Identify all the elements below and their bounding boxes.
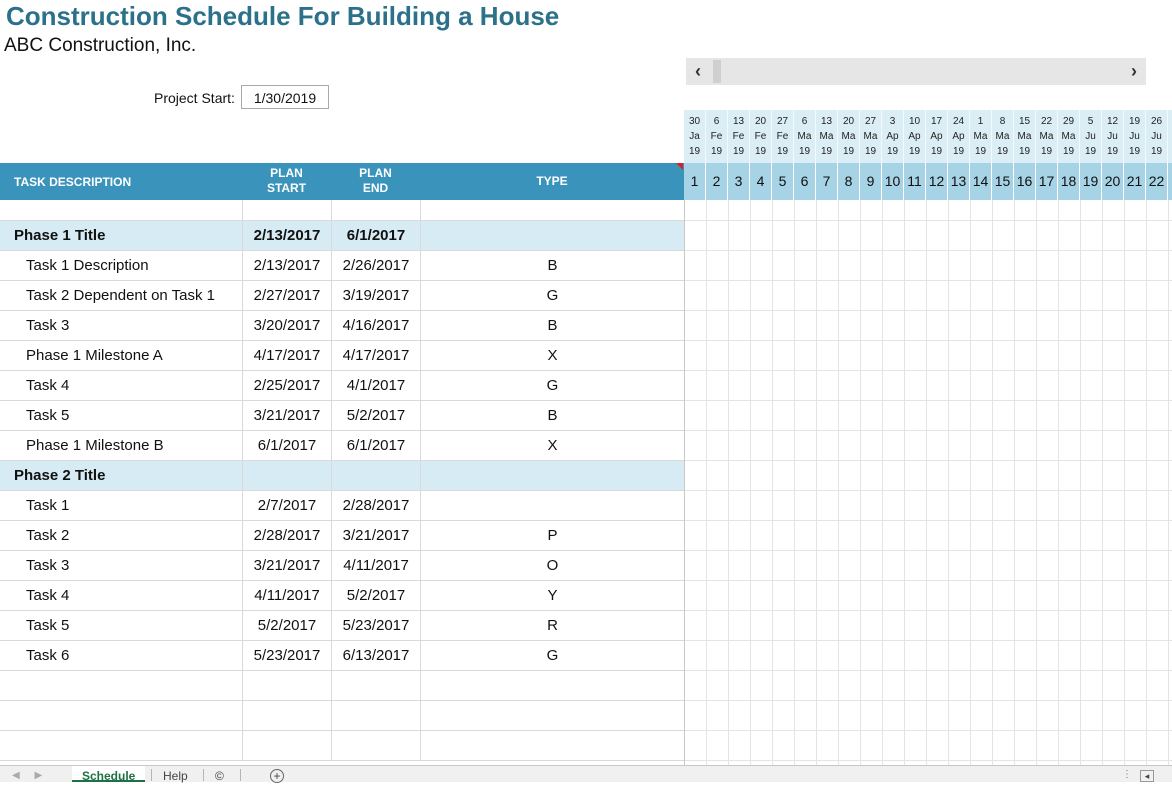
table-row[interactable]: [0, 281, 684, 311]
date-m: Fe: [776, 131, 789, 142]
plan-end-cell[interactable]: [331, 461, 420, 490]
type-cell[interactable]: [420, 491, 684, 520]
date-column-header: [684, 110, 706, 163]
comment-indicator: [676, 163, 683, 170]
day-number: 14: [970, 163, 992, 200]
company-name: ABC Construction, Inc.: [4, 35, 197, 56]
table-row[interactable]: [0, 401, 684, 431]
type-cell[interactable]: X: [420, 431, 684, 460]
plan-start-cell[interactable]: 6/1/2017: [242, 431, 331, 460]
plan-start-cell[interactable]: 5/2/2017: [242, 611, 331, 640]
date-y: 19: [908, 146, 921, 157]
task-description-cell[interactable]: Phase 1 Title: [14, 227, 106, 244]
type-cell[interactable]: [420, 221, 684, 250]
day-number: 3: [728, 163, 750, 200]
task-description-cell[interactable]: Task 1: [26, 497, 70, 514]
plan-end-cell[interactable]: 2/28/2017: [331, 491, 420, 520]
day-number: 7: [816, 163, 838, 200]
date-column-header: [794, 110, 816, 163]
date-d: 6: [713, 116, 720, 127]
gantt-row: [685, 281, 1172, 311]
date-column-header: [1080, 110, 1102, 163]
type-cell[interactable]: G: [420, 281, 684, 310]
gantt-row: [685, 401, 1172, 431]
date-y: 19: [996, 146, 1009, 157]
date-d: 30: [688, 116, 701, 127]
gantt-row: [685, 701, 1172, 731]
day-number: 20: [1102, 163, 1124, 200]
date-m: Ap: [930, 131, 943, 142]
gantt-row: [685, 221, 1172, 251]
task-description-cell[interactable]: Phase 2 Title: [14, 467, 106, 484]
tab-divider: [240, 769, 241, 781]
sheet-nav-arrows[interactable]: ◀ ▶: [12, 770, 49, 781]
timeline-scrollbar[interactable]: [686, 58, 1146, 85]
chevron-left-icon[interactable]: ‹: [695, 61, 701, 81]
date-m: Ju: [1151, 131, 1162, 142]
page-title: Construction Schedule For Building a House: [6, 1, 560, 31]
gantt-row: [685, 731, 1172, 761]
plan-end-cell[interactable]: 2/26/2017: [331, 251, 420, 280]
header-plan-end-line1: PLAN: [359, 166, 392, 180]
gantt-row: [685, 641, 1172, 671]
plan-start-cell[interactable]: 2/13/2017: [242, 251, 331, 280]
type-cell[interactable]: B: [420, 401, 684, 430]
plan-start-cell[interactable]: 2/28/2017: [242, 521, 331, 550]
table-row[interactable]: [0, 200, 684, 221]
tab-schedule[interactable]: Schedule: [72, 766, 145, 782]
plan-end-cell[interactable]: 6/13/2017: [331, 641, 420, 670]
date-y: 19: [864, 146, 877, 157]
date-d: 27: [776, 116, 789, 127]
date-y: 19: [820, 146, 833, 157]
day-number: 21: [1124, 163, 1146, 200]
gantt-row: [685, 521, 1172, 551]
date-y: 19: [974, 146, 987, 157]
tab-divider: [203, 769, 204, 781]
date-column-header: [1014, 110, 1036, 163]
task-description-cell[interactable]: Task 4: [26, 587, 70, 604]
type-cell[interactable]: [420, 701, 684, 730]
date-d: 29: [1062, 116, 1075, 127]
day-number: 19: [1080, 163, 1102, 200]
date-column-header: [728, 110, 750, 163]
plan-start-cell[interactable]: 4/11/2017: [242, 581, 331, 610]
plan-end-cell[interactable]: 6/1/2017: [331, 221, 420, 250]
table-row[interactable]: [0, 581, 684, 611]
day-number: 8: [838, 163, 860, 200]
day-number: 5: [772, 163, 794, 200]
date-d: 26: [1150, 116, 1163, 127]
day-number: 18: [1058, 163, 1080, 200]
date-column-header: [926, 110, 948, 163]
plan-start-cell[interactable]: [242, 701, 331, 730]
day-number: 17: [1036, 163, 1058, 200]
task-description-cell[interactable]: Task 3: [26, 317, 70, 334]
date-m: Ma: [797, 131, 812, 142]
sheet-tab-bar: [0, 765, 1172, 782]
plan-end-cell[interactable]: 4/17/2017: [331, 341, 420, 370]
task-description-cell[interactable]: Task 6: [26, 647, 70, 664]
date-d: 13: [820, 116, 833, 127]
date-m: Ja: [689, 131, 700, 142]
date-d: 6: [801, 116, 808, 127]
date-y: 19: [754, 146, 767, 157]
type-cell[interactable]: Y: [420, 581, 684, 610]
task-description-cell[interactable]: Task 1 Description: [26, 257, 149, 274]
date-d: 8: [999, 116, 1006, 127]
day-number: 11: [904, 163, 926, 200]
plan-start-cell[interactable]: 3/21/2017: [242, 401, 331, 430]
project-start-input[interactable]: 1/30/2019: [241, 85, 329, 109]
date-d: 20: [842, 116, 855, 127]
date-d: 12: [1106, 116, 1119, 127]
project-start-label: Project Start:: [154, 90, 235, 106]
table-row[interactable]: [0, 551, 684, 581]
plan-end-cell[interactable]: 3/21/2017: [331, 521, 420, 550]
day-number: 9: [860, 163, 882, 200]
date-d: 1: [977, 116, 984, 127]
date-column-header: [1102, 110, 1124, 163]
date-y: 19: [1040, 146, 1053, 157]
task-description-cell[interactable]: [0, 200, 242, 220]
date-m: Ma: [819, 131, 834, 142]
date-y: 19: [1062, 146, 1075, 157]
task-description-cell[interactable]: Task 2 Dependent on Task 1: [26, 287, 216, 304]
gantt-row: [685, 491, 1172, 521]
table-row[interactable]: [0, 431, 684, 461]
date-column-header: [750, 110, 772, 163]
type-cell[interactable]: [420, 731, 684, 760]
phase-row[interactable]: [0, 221, 684, 251]
date-m: Ju: [1085, 131, 1096, 142]
type-cell[interactable]: R: [420, 611, 684, 640]
tab-copyright[interactable]: ©: [215, 769, 224, 783]
date-column-header: [838, 110, 860, 163]
date-m: Ap: [886, 131, 899, 142]
table-row[interactable]: [0, 491, 684, 521]
date-y: 19: [886, 146, 899, 157]
task-description-cell[interactable]: Task 3: [26, 557, 70, 574]
tab-help[interactable]: Help: [163, 769, 188, 783]
plan-end-cell[interactable]: 5/2/2017: [331, 581, 420, 610]
date-y: 19: [952, 146, 965, 157]
day-number: 1: [684, 163, 706, 200]
date-y: 19: [710, 146, 723, 157]
plan-start-cell[interactable]: 2/7/2017: [242, 491, 331, 520]
header-plan-start-line2: START: [266, 181, 307, 195]
date-column-header: [816, 110, 838, 163]
gantt-row: [685, 200, 1172, 221]
day-number: 6: [794, 163, 816, 200]
gantt-row: [685, 611, 1172, 641]
scroll-thumb[interactable]: [713, 60, 721, 83]
date-d: 19: [1128, 116, 1141, 127]
date-column-header: [1036, 110, 1058, 163]
plan-end-cell[interactable]: 4/11/2017: [331, 551, 420, 580]
date-d: 20: [754, 116, 767, 127]
plan-end-cell[interactable]: 6/1/2017: [331, 431, 420, 460]
table-row[interactable]: [0, 521, 684, 551]
day-number: 15: [992, 163, 1014, 200]
plan-end-cell[interactable]: [331, 200, 420, 220]
date-y: 19: [798, 146, 811, 157]
date-column-header: [882, 110, 904, 163]
date-column-header: [904, 110, 926, 163]
date-d: 10: [908, 116, 921, 127]
plan-end-cell[interactable]: [331, 731, 420, 760]
gantt-row: [685, 431, 1172, 461]
day-number: 13: [948, 163, 970, 200]
date-m: Ma: [973, 131, 988, 142]
date-m: Ap: [908, 131, 921, 142]
date-column-header: [860, 110, 882, 163]
chevron-right-icon[interactable]: ›: [1131, 61, 1137, 81]
header-plan-start: [242, 166, 331, 196]
date-d: 17: [930, 116, 943, 127]
table-row[interactable]: [0, 641, 684, 671]
table-row[interactable]: [0, 611, 684, 641]
plan-start-cell[interactable]: [242, 200, 331, 220]
plan-end-cell[interactable]: 5/2/2017: [331, 401, 420, 430]
type-cell[interactable]: P: [420, 521, 684, 550]
task-description-cell[interactable]: Phase 1 Milestone B: [26, 437, 164, 454]
plan-end-cell[interactable]: 5/23/2017: [331, 611, 420, 640]
plan-end-cell[interactable]: 4/16/2017: [331, 311, 420, 340]
task-description-cell[interactable]: [0, 731, 242, 760]
date-y: 19: [1084, 146, 1097, 157]
day-number: 10: [882, 163, 904, 200]
scroll-left-small-icon[interactable]: ◂: [1140, 770, 1154, 782]
date-column-header: [1058, 110, 1080, 163]
date-m: Ma: [995, 131, 1010, 142]
date-d: 15: [1018, 116, 1031, 127]
tab-divider: [151, 769, 152, 781]
task-description-cell[interactable]: Phase 1 Milestone A: [26, 347, 163, 364]
day-number: 4: [750, 163, 772, 200]
gantt-row: [685, 251, 1172, 281]
type-cell[interactable]: B: [420, 311, 684, 340]
date-y: 19: [776, 146, 789, 157]
table-row[interactable]: [0, 251, 684, 281]
table-row[interactable]: [0, 701, 684, 731]
date-d: 13: [732, 116, 745, 127]
task-description-cell[interactable]: Task 5: [26, 407, 70, 424]
type-cell[interactable]: X: [420, 341, 684, 370]
table-header: [0, 163, 684, 200]
date-y: 19: [1128, 146, 1141, 157]
plan-end-cell[interactable]: [331, 671, 420, 700]
gantt-row: [685, 371, 1172, 401]
more-options-icon[interactable]: ⋮: [1122, 769, 1132, 780]
date-column-header: [706, 110, 728, 163]
phase-row[interactable]: [0, 461, 684, 491]
plan-start-cell[interactable]: 2/25/2017: [242, 371, 331, 400]
task-description-cell[interactable]: Task 5: [26, 617, 70, 634]
header-plan-start-line1: PLAN: [270, 166, 303, 180]
plan-start-cell[interactable]: [242, 731, 331, 760]
date-d: 5: [1087, 116, 1094, 127]
date-column-header: [772, 110, 794, 163]
type-cell[interactable]: O: [420, 551, 684, 580]
plan-start-cell[interactable]: 2/27/2017: [242, 281, 331, 310]
date-m: Ma: [863, 131, 878, 142]
date-d: 22: [1040, 116, 1053, 127]
type-cell[interactable]: G: [420, 641, 684, 670]
day-number: 12: [926, 163, 948, 200]
table-row[interactable]: [0, 341, 684, 371]
day-number: 2: [706, 163, 728, 200]
date-column-header: [948, 110, 970, 163]
plan-start-cell[interactable]: 3/21/2017: [242, 551, 331, 580]
date-y: 19: [732, 146, 745, 157]
table-row[interactable]: [0, 311, 684, 341]
type-cell[interactable]: [420, 461, 684, 490]
timeline-day-numbers: [684, 163, 1172, 200]
header-task-description: TASK DESCRIPTION: [14, 175, 132, 189]
gantt-row: [685, 461, 1172, 491]
date-m: Ma: [1017, 131, 1032, 142]
table-row[interactable]: [0, 371, 684, 401]
date-d: 24: [952, 116, 965, 127]
date-y: 19: [930, 146, 943, 157]
date-m: Ju: [1129, 131, 1140, 142]
table-row[interactable]: [0, 731, 684, 761]
day-number: 16: [1014, 163, 1036, 200]
date-column-header: [1124, 110, 1146, 163]
date-m: Ma: [1061, 131, 1076, 142]
gantt-grid: [684, 200, 1172, 765]
plan-start-cell[interactable]: 3/20/2017: [242, 311, 331, 340]
type-cell[interactable]: B: [420, 251, 684, 280]
date-m: Fe: [710, 131, 723, 142]
gantt-row: [685, 671, 1172, 701]
date-d: 3: [889, 116, 896, 127]
task-description-cell[interactable]: Task 2: [26, 527, 70, 544]
header-type: TYPE: [536, 174, 568, 188]
timeline-date-header: [684, 110, 1172, 163]
date-d: 27: [864, 116, 877, 127]
gantt-row: [685, 311, 1172, 341]
plan-start-cell[interactable]: 5/23/2017: [242, 641, 331, 670]
task-description-cell[interactable]: [0, 701, 242, 730]
date-y: 19: [1150, 146, 1163, 157]
type-cell[interactable]: G: [420, 371, 684, 400]
task-description-cell[interactable]: Task 4: [26, 377, 70, 394]
add-sheet-button[interactable]: +: [270, 769, 284, 783]
type-cell[interactable]: [420, 671, 684, 700]
date-y: 19: [688, 146, 701, 157]
date-y: 19: [1018, 146, 1031, 157]
date-y: 19: [842, 146, 855, 157]
date-column-header: [970, 110, 992, 163]
date-m: Fe: [732, 131, 745, 142]
table-row[interactable]: [0, 671, 684, 701]
date-m: Ma: [1039, 131, 1054, 142]
header-plan-end: [331, 166, 420, 196]
date-m: Ju: [1107, 131, 1118, 142]
gantt-row: [685, 551, 1172, 581]
date-column-header: [992, 110, 1014, 163]
date-m: Ap: [952, 131, 965, 142]
plan-start-cell[interactable]: 2/13/2017: [242, 221, 331, 250]
header-plan-end-line2: END: [362, 181, 389, 195]
plan-end-cell[interactable]: [331, 701, 420, 730]
day-number: 22: [1146, 163, 1168, 200]
date-y: 19: [1106, 146, 1119, 157]
type-cell[interactable]: [420, 200, 684, 220]
gantt-row: [685, 581, 1172, 611]
date-m: Fe: [754, 131, 767, 142]
plan-start-cell[interactable]: [242, 461, 331, 490]
date-m: Ma: [841, 131, 856, 142]
date-column-header: [1146, 110, 1168, 163]
plan-end-cell[interactable]: 3/19/2017: [331, 281, 420, 310]
gantt-row: [685, 341, 1172, 371]
task-description-cell[interactable]: [0, 671, 242, 700]
plan-start-cell[interactable]: 4/17/2017: [242, 341, 331, 370]
plan-start-cell[interactable]: [242, 671, 331, 700]
plan-end-cell[interactable]: 4/1/2017: [331, 371, 420, 400]
